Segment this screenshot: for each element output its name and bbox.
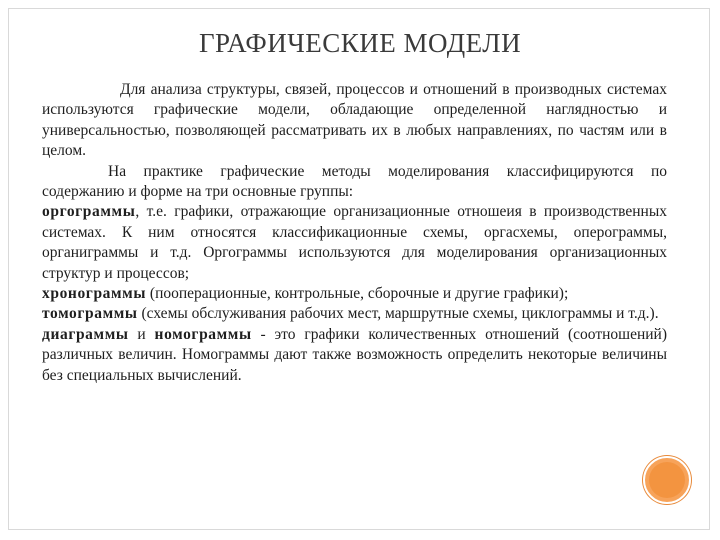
slide-body (42, 80, 667, 386)
term-tomograms: томограммы (42, 305, 138, 323)
orgograms-description: , т.е. графики, отражающие организационные отношеия в производственных системах. К ним относятся классификационные схемы, оргасхемы, оперограммы, органиграммы и т.д. Оргограммы используются для моделирования организационных структур и процессов; (42, 203, 667, 282)
list-item-diagrams-nomograms (42, 325, 667, 386)
decorative-orange-circle-inner (649, 462, 685, 498)
chronograms-description: (пооперационные, контрольные, сборочные и другие графики); (146, 285, 569, 303)
conjunction-and: и (128, 325, 155, 343)
tomograms-description: (схемы обслуживания рабочих мест, маршрутные схемы, циклограммы и т.д.). (137, 305, 659, 323)
term-orgograms: оргограммы (42, 203, 136, 221)
term-nomograms: номограммы (154, 325, 252, 343)
list-item-tomograms (42, 304, 667, 324)
list-item-chronograms (42, 284, 667, 304)
slide-title: ГРАФИЧЕСКИЕ МОДЕЛИ (198, 28, 522, 58)
classification-paragraph: На практике графические методы моделирования классифицируются по содержанию и форме на три основные группы: (42, 162, 667, 201)
diagrams-nomograms-description: - это графики количественных отношений (соотношений) различных величин. Номограммы дают также возможность определить некоторые величины без специальных вычислений. (42, 325, 667, 384)
term-diagrams: диаграммы (42, 325, 129, 343)
decorative-orange-circle (643, 456, 691, 504)
term-chronograms: хронограммы (42, 285, 147, 303)
list-item-orgograms (42, 202, 667, 284)
intro-paragraph: Для анализа структуры, связей, процессов и отношений в производных системах используются графические модели, обладающие определенной наглядностью и универсальностью, позволяющей рассматривать их в любых направлениях, по частям или в целом. (42, 81, 667, 160)
